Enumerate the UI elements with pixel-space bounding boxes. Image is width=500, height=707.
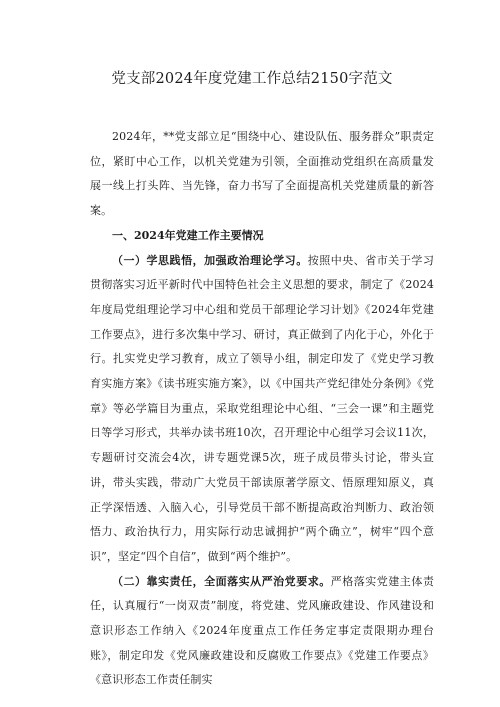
item-1-body: 按照中央、省市关于学习贯彻落实习近平新时代中国特色社会主义思想的要求，制定了《2024年度局党组理论学习中心组和党员干部理论学习计划》《2024年党建工作要点》，进行多次集中学习、研讨，真正做到了内化于心，外化于行。扎实党史学习教育，成立了领导小组，制定印发了《党史学习教育实施方案》《读书班实施方案》，以《中国共产党纪律处分条例》《党章》等必学篇目为重点，采取党组理论中心组、“三会一课”和主题党日等学习形式，共举办读书班10次，召开理论中心组学习会议11次，专题研讨交流会4次，讲专题党课5次，班子成员带头讨论，带头宣讲，带头实践，带动广大党员干部读原著学原文、悟原理知原义，真正学深悟透、入脑入心，引导党员干部不断提高政治判断力、政治领悟力、政治执行力，用实际行动忠诚拥护“两个确立”，树牢“四个意识”，坚定“四个自信”，做到“两个维护”。	[90, 253, 434, 563]
intro-paragraph: 2024年，**党支部立足“围绕中心、建设队伍、服务群众”职责定位，紧盯中心工作，以机关党建为引领，全面推动党组织在高质量发展一线上打头阵、当先锋，奋力书写了全面提高机关党建质量的新答案。	[90, 130, 434, 218]
document-title: 党支部2024年度党建工作总结2150字范文	[111, 71, 393, 87]
item-1-paragraph	[90, 249, 434, 570]
item-2-paragraph	[90, 570, 434, 694]
item-2-lead: （二）靠实责任，全面落实从严治党要求。	[112, 574, 331, 588]
item-2-body: 严格落实党建主体责任，认真履行“一岗双责”制度，将党建、党风廉政建设、作风建设和意识形态工作纳入《2024年度重点工作任务定事定责限期办理台账》，制定印发《党风廉政建设和反腐败工作要点》《党建工作要点》《意识形态工作责任制实	[90, 574, 434, 687]
section-heading: 一、2024年党建工作主要情况	[112, 228, 264, 242]
item-1-lead: （一）学思践悟，加强政治理论学习。	[112, 253, 308, 267]
